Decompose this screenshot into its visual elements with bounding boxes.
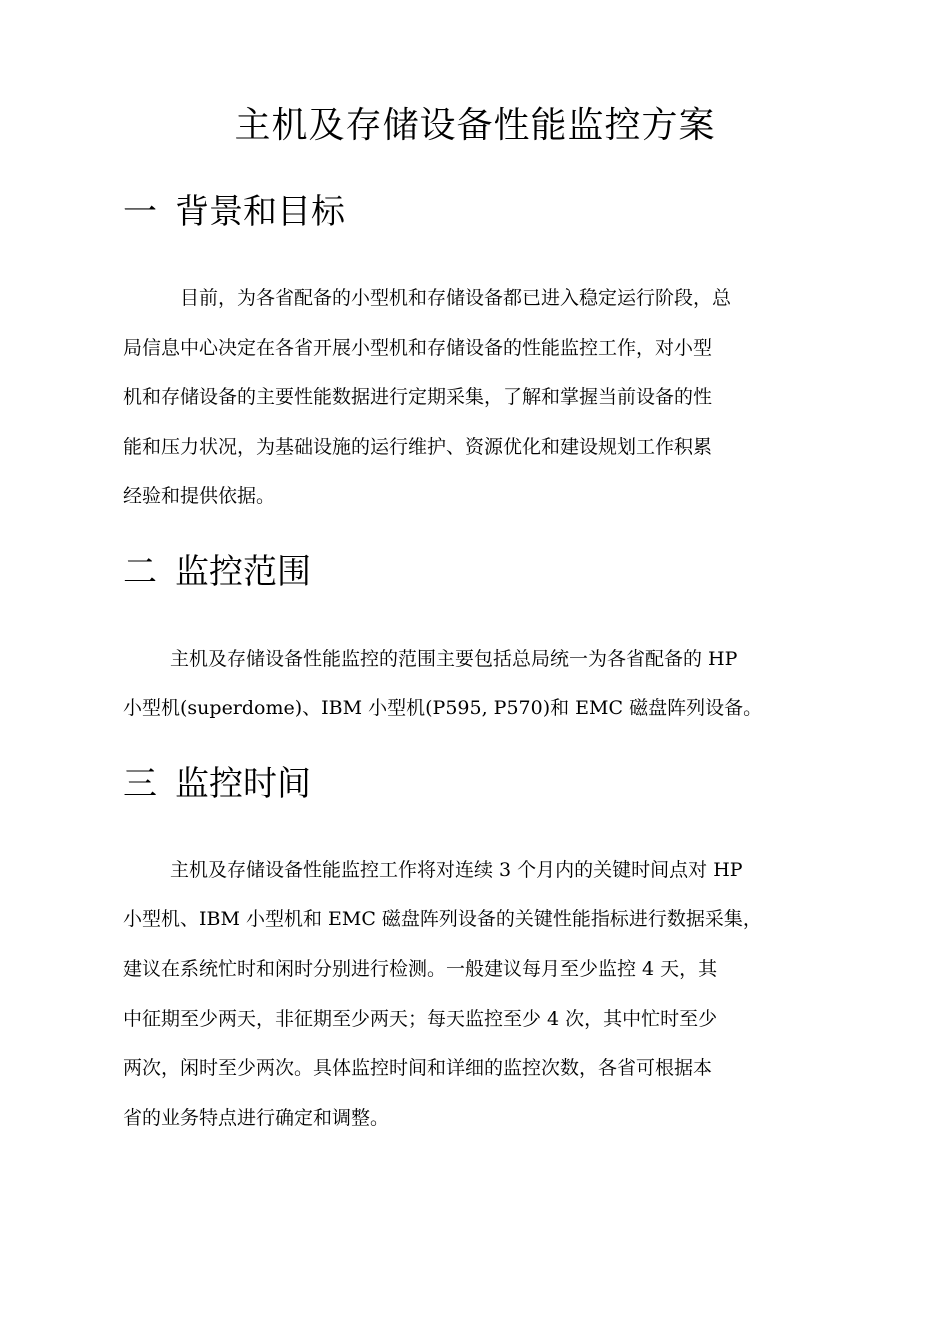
section-title: 背景和目标 — [175, 192, 345, 232]
paragraph-line: 小型机(superdome)、IBM 小型机(P595, P570)和 EMC 磁盘阵列设备。 — [123, 697, 763, 719]
paragraph-line: 省的业务特点进行确定和调整。 — [123, 1107, 390, 1129]
paragraph-line: 小型机、IBM 小型机和 EMC 磁盘阵列设备的关键性能指标进行数据采集， — [123, 908, 762, 930]
section-title: 监控时间 — [175, 764, 311, 804]
paragraph-line: 中征期至少两天，非征期至少两天；每天监控至少 4 次，其中忙时至少 — [123, 1008, 718, 1030]
document-title: 主机及存储设备性能监控方案 — [234, 105, 716, 146]
paragraph-line: 能和压力状况，为基础设施的运行维护、资源优化和建设规划工作积累 — [123, 436, 713, 458]
section-number: 二 — [123, 552, 157, 592]
paragraph-line: 机和存储设备的主要性能数据进行定期采集，了解和掌握当前设备的性 — [123, 386, 713, 408]
section-heading-scope — [123, 550, 843, 594]
paragraph-line: 目前，为各省配备的小型机和存储设备都已进入稳定运行阶段，总 — [180, 287, 732, 309]
section-heading-background — [123, 190, 843, 234]
paragraph-line: 主机及存储设备性能监控的范围主要包括总局统一为各省配备的 HP — [170, 648, 738, 670]
paragraph-line: 主机及存储设备性能监控工作将对连续 3 个月内的关键时间点对 HP — [170, 859, 743, 881]
section-number: 一 — [123, 192, 157, 232]
paragraph-line: 两次，闲时至少两次。具体监控时间和详细的监控次数，各省可根据本 — [123, 1057, 713, 1079]
section-number: 三 — [123, 764, 157, 804]
paragraph-line: 局信息中心决定在各省开展小型机和存储设备的性能监控工作，对小型 — [123, 337, 713, 359]
section-heading-time — [123, 762, 843, 806]
section-title: 监控范围 — [175, 552, 311, 592]
paragraph-line: 经验和提供依据。 — [123, 485, 276, 507]
paragraph-line: 建议在系统忙时和闲时分别进行检测。一般建议每月至少监控 4 天，其 — [123, 958, 718, 980]
